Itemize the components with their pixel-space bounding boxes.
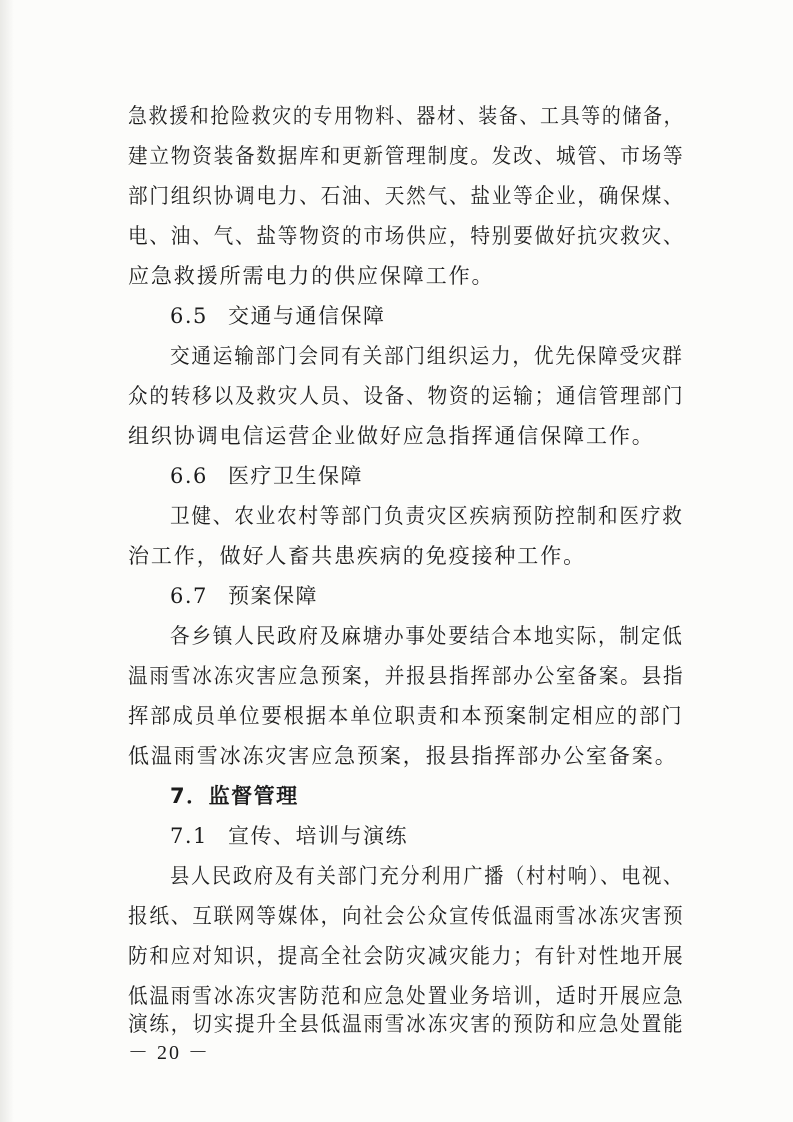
page-number: － 20 － [128,1042,210,1064]
paragraph-line: 低温雨雪冰冻灾害防范和应急处置业务培训，适时开展应急 [128,984,685,1008]
paragraph-line: 各乡镇人民政府及麻塘办事处要结合本地实际，制定低 [170,624,684,648]
subsection-number: 6.7 [170,584,208,608]
subsection-number: 7.1 [170,824,208,848]
paragraph-line: 电、油、气、盐等物资的市场供应，特别要做好抗灾救灾、 [128,224,685,248]
paragraph-line: 温雨雪冰冻灾害应急预案，并报县指挥部办公室备案。县指 [128,664,685,688]
paragraph-line: 治工作，做好人畜共患疾病的免疫接种工作。 [128,544,586,568]
subsection-title: 交通与通信保障 [228,304,386,328]
paragraph-line: 挥部成员单位要根据本单位职责和本预案制定相应的部门 [128,704,684,728]
subsection-title: 宣传、培训与演练 [228,824,408,848]
scan-edge-shadow [0,0,14,1122]
paragraph-line: 报纸、互联网等媒体，向社会公众宣传低温雨雪冰冻灾害预 [128,904,685,928]
paragraph-line: 低温雨雪冰冻灾害应急预案，报县指挥部办公室备案。 [128,744,678,768]
paragraph-line: 建立物资装备数据库和更新管理制度。发改、城管、市场等 [128,144,685,168]
paragraph-line: 众的转移以及救灾人员、设备、物资的运输；通信管理部门 [128,384,685,408]
paragraph-line: 急救援和抢险救灾的专用物料、器材、装备、工具等的储备， [128,104,685,128]
section-heading-7: 7．监督管理 [170,784,299,808]
subsection-number: 6.6 [170,464,208,488]
subsection-heading-6-6 [170,462,363,490]
paragraph-line: 交通运输部门会同有关部门组织运力，优先保障受灾群 [170,344,684,368]
subsection-title: 医疗卫生保障 [228,464,363,488]
paragraph-line: 防和应对知识，提高全社会防灾减灾能力；有针对性地开展 [128,944,685,968]
subsection-title: 预案保障 [228,584,318,608]
subsection-heading-7-1 [170,822,408,850]
paragraph-line: 部门组织协调电力、石油、天然气、盐业等企业，确保煤、 [128,184,685,208]
paragraph-line: 演练，切实提升全县低温雨雪冰冻灾害的预防和应急处置能 [128,1012,685,1036]
paragraph-line: 县人民政府及有关部门充分利用广播（村村响）、电视、 [170,864,684,888]
subsection-number: 6.5 [170,304,208,328]
subsection-heading-6-7 [170,582,318,610]
paragraph-line: 卫健、农业农村等部门负责灾区疾病预防控制和医疗救 [170,504,684,528]
paragraph-line: 应急救援所需电力的供应保障工作。 [128,264,495,288]
subsection-heading-6-5 [170,302,386,330]
paragraph-line: 组织协调电信运营企业做好应急指挥通信保障工作。 [128,424,655,448]
